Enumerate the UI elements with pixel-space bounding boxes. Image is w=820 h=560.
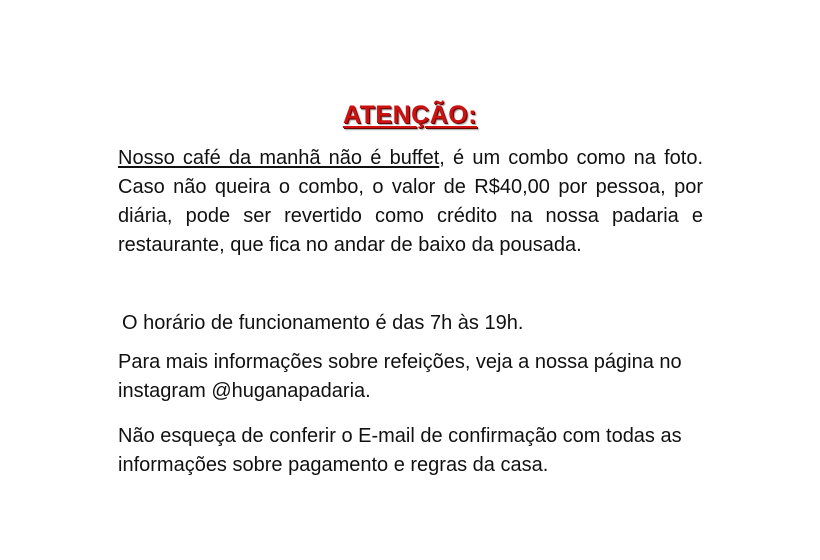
notice-title: ATENÇÃO: <box>342 101 478 129</box>
breakfast-paragraph <box>118 144 703 260</box>
email-reminder-paragraph: Não esqueça de conferir o E-mail de confirmação com todas as informações sobre pagamento e regras da casa. <box>118 425 682 476</box>
instagram-paragraph: Para mais informações sobre refeições, veja a nossa página no instagram @huganapadaria. <box>118 351 682 402</box>
breakfast-rest-text: , é um combo como na foto. Caso não queira o combo, o valor de R$40,00 por pessoa, por diária, pode ser revertido como crédito na nossa padaria e restaurante, que fica no andar de baixo da pousada. <box>118 147 703 256</box>
breakfast-underlined-text: Nosso café da manhã não é buffet <box>118 147 440 169</box>
opening-hours-paragraph: O horário de funcionamento é das 7h às 19h. <box>122 312 524 334</box>
